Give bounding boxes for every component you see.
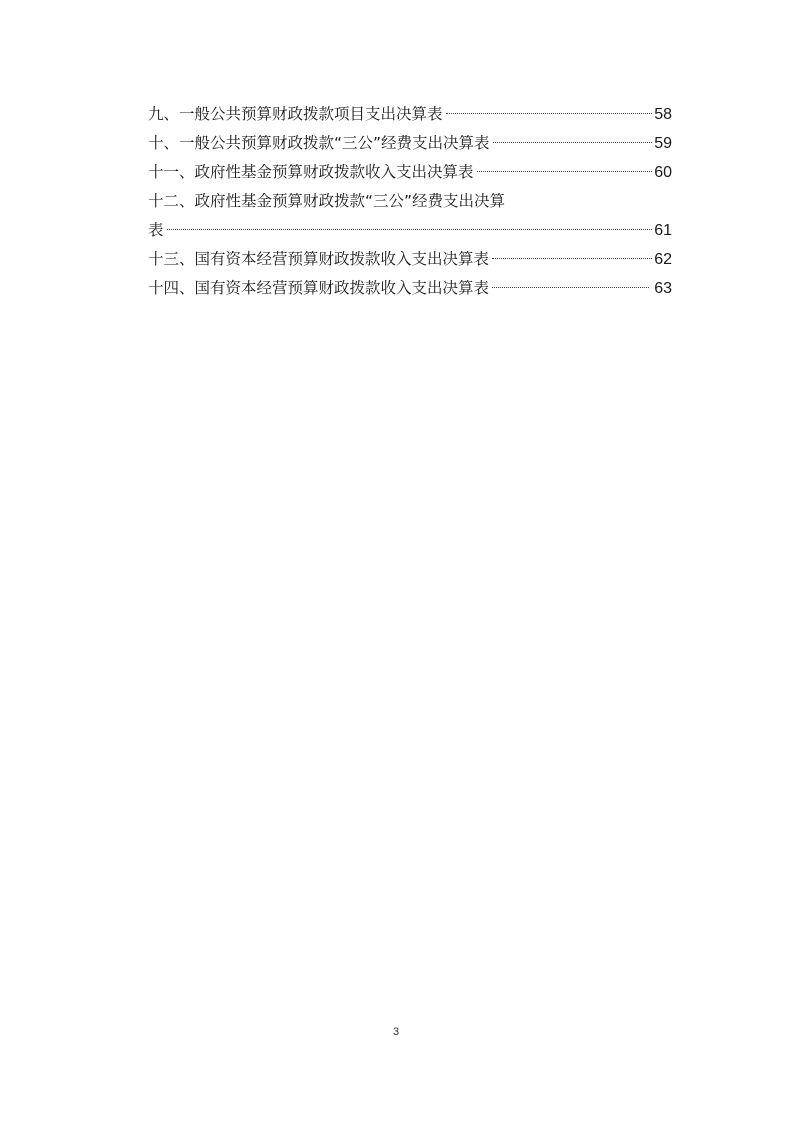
toc-dot-leader: [492, 258, 652, 259]
toc-dot-leader: [493, 142, 653, 143]
toc-entry-label: 十二、政府性基金预算财政拨款“三公”经费支出决算: [148, 192, 506, 210]
toc-entry-page: 62: [654, 251, 672, 268]
toc-entry[interactable]: [148, 100, 672, 129]
toc-dot-leader: [446, 113, 653, 114]
toc-entry-page: 63: [654, 280, 672, 297]
toc-entry-label: 十三、国有资本经营预算财政拨款收入支出决算表: [148, 250, 490, 268]
toc-entry-page: 61: [654, 222, 672, 239]
toc-dot-leader: [167, 229, 653, 230]
toc-dot-leader: [477, 171, 653, 172]
toc-entry[interactable]: [148, 245, 672, 274]
toc-entry-label: 十、一般公共预算财政拨款“三公”经费支出决算表: [148, 134, 490, 152]
toc-entry-line1[interactable]: [148, 187, 672, 216]
toc-entry-page: 60: [654, 164, 672, 181]
toc-entry-line2[interactable]: [148, 216, 672, 245]
toc-entry-page: 58: [654, 106, 672, 123]
toc-entry-label: 十一、政府性基金预算财政拨款收入支出决算表: [148, 163, 474, 181]
toc-entry-page: 59: [654, 135, 672, 152]
page-number: 3: [392, 1026, 400, 1038]
table-of-contents: [148, 100, 672, 303]
toc-entry[interactable]: [148, 129, 672, 158]
toc-entry-label: 九、一般公共预算财政拨款项目支出决算表: [148, 105, 443, 123]
toc-entry-label: 十四、国有资本经营预算财政拨款收入支出决算表: [148, 279, 490, 297]
toc-dot-leader: [492, 287, 649, 288]
toc-entry[interactable]: [148, 158, 672, 187]
toc-entry[interactable]: [148, 274, 672, 303]
toc-entry-label-continued: 表: [148, 221, 164, 239]
